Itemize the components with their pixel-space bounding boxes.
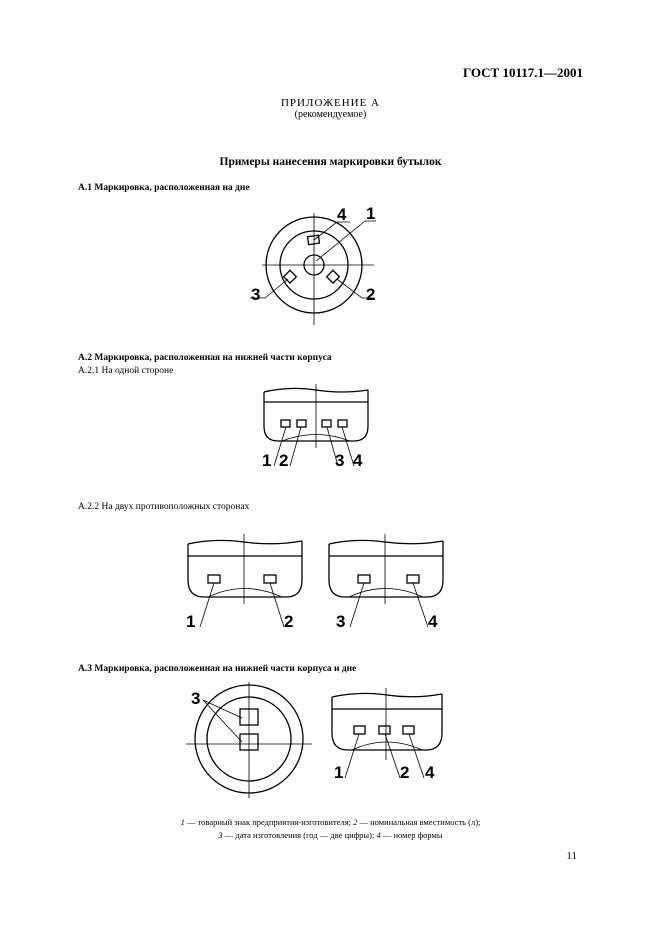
callout-4: 4 (337, 205, 347, 224)
callout-1: 1 (334, 763, 344, 782)
callout-2: 2 (366, 285, 376, 304)
figure-a3-side (332, 688, 442, 782)
section-a1-heading: А.1 Маркировка, расположенная на дне (78, 183, 250, 193)
figure-a3-bottom (186, 682, 312, 798)
callout-3: 3 (191, 689, 201, 708)
callout-3: 3 (335, 451, 345, 470)
callout-1: 1 (186, 612, 196, 631)
section-a2-heading: А.2 Маркировка, расположенная на нижней части корпуса (78, 353, 332, 363)
callout-1: 1 (366, 204, 376, 223)
callout-2: 2 (279, 451, 289, 470)
callout-4: 4 (353, 451, 363, 470)
legend-num-4: 4 (376, 830, 381, 840)
section-a22-heading: А.2.2 На двух противоположных сторонах (78, 502, 250, 512)
section-a21-heading: А.2.1 На одной стороне (78, 366, 174, 376)
legend-text-1: — товарный знак предприятия-изготовителя; (184, 817, 354, 827)
legend-num-1: 1 (180, 817, 185, 827)
legend-text-4: — номер формы (380, 830, 443, 840)
callout-1: 1 (262, 451, 272, 470)
document-title: Примеры нанесения маркировки бутылок (219, 156, 442, 168)
callout-4: 4 (425, 763, 435, 782)
figure-legend-line-2 (0, 830, 661, 840)
figure-a21-side (262, 384, 368, 470)
callout-3: 3 (251, 285, 261, 304)
figure-a22-right (329, 534, 443, 631)
standard-number: ГОСТ 10117.1—2001 (462, 65, 583, 80)
page-number: 11 (566, 850, 577, 862)
callout-3: 3 (336, 612, 346, 631)
callout-4: 4 (428, 612, 438, 631)
appendix-note: (рекомендуемое) (294, 109, 367, 120)
legend-text-3: — дата изготовления (год — две цифры); (222, 830, 377, 840)
figure-a22-left (186, 534, 302, 631)
legend-num-3: 3 (218, 830, 223, 840)
legend-num-2: 2 (353, 817, 358, 827)
appendix-title: ПРИЛОЖЕНИЕ А (280, 97, 380, 109)
figure-a1-bottom (250, 204, 376, 325)
legend-text-2: — номинальная вместимость (л); (357, 817, 481, 827)
figure-legend-line-1 (0, 817, 661, 827)
section-a3-heading: А.3 Маркировка, расположенная на нижней части корпуса и дне (78, 664, 357, 674)
callout-2: 2 (400, 763, 410, 782)
callout-2: 2 (284, 612, 294, 631)
